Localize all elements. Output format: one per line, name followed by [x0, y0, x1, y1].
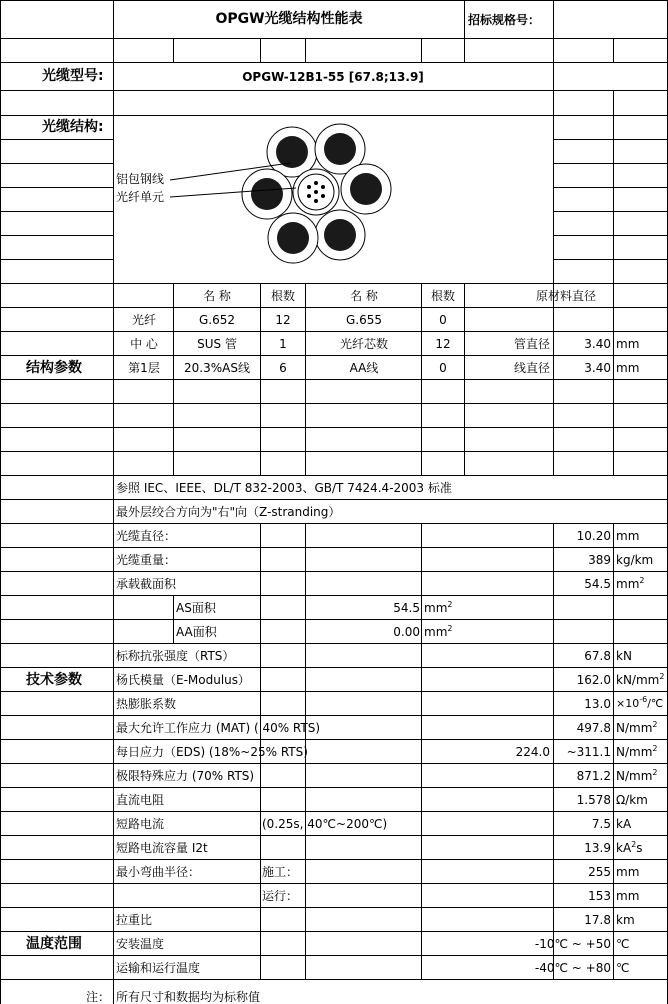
param-unit: kg/km — [616, 553, 654, 567]
table-cell: AA线 — [349, 361, 379, 375]
param-value: 153 — [588, 889, 611, 903]
table-cell: 0 — [439, 361, 447, 375]
cable-structure-label: 光缆结构: — [42, 119, 104, 135]
section-tech-params: 技术参数 — [26, 672, 82, 688]
param-value: 7.5 — [591, 817, 611, 831]
table-cell: 3.40 — [584, 337, 611, 351]
standard-note: 参照 IEC、IEEE、DL/T 832-2003、GB/T 7424.4-2003 标准 — [116, 481, 452, 495]
param-value: 1.578 — [576, 793, 611, 807]
param-value: 54.5 — [584, 577, 611, 591]
param-label: 拉重比 — [116, 913, 153, 927]
table-cell: 光纤芯数 — [339, 337, 389, 351]
param-unit: mm — [616, 865, 640, 879]
table-cell: 1 — [279, 337, 287, 351]
col-header-count-1: 根数 — [270, 289, 296, 303]
param-label: 杨氏模量（E-Modulus） — [116, 673, 251, 687]
param-unit: Ω/km — [616, 793, 648, 807]
param-value: 0.00 — [393, 625, 420, 639]
param-label: 最小弯曲半径： — [116, 865, 201, 879]
param-label: 光缆重量： — [116, 553, 177, 567]
label-fiber-unit: 光纤单元 — [116, 190, 165, 204]
param-value-low: 224.0 — [515, 745, 550, 759]
param-unit: $mm^2$ — [424, 624, 453, 639]
table-cell: 第1层 — [128, 361, 160, 375]
param-value: 389 — [588, 553, 611, 567]
param-condition: (0.25s, 40℃~200℃) — [262, 817, 388, 831]
col-header-raw-diameter: 原材料直径 — [535, 289, 597, 303]
col-header-name-2: 名 称 — [350, 289, 378, 303]
cable-model-label: 光缆型号: — [42, 68, 104, 84]
param-unit: ℃ — [616, 961, 630, 975]
param-label: 极限特殊应力 (70% RTS) — [116, 769, 255, 783]
table-cell: 6 — [279, 361, 287, 375]
param-label: 热膨胀系数 — [116, 697, 177, 711]
param-label: 标称抗张强度（RTS） — [116, 649, 235, 663]
tender-spec-label: 招标规格号： — [468, 13, 541, 27]
table-cell: 3.40 — [584, 361, 611, 375]
param-value: 255 — [588, 865, 611, 879]
param-unit: $N/mm^2$ — [616, 720, 658, 735]
param-unit: $\times 10^{-6}/℃$ — [616, 695, 664, 710]
table-cell: mm — [616, 361, 640, 375]
param-sublabel: 运行： — [262, 889, 299, 903]
param-label: 短路电流 — [116, 817, 165, 831]
col-header-name-1: 名 称 — [203, 289, 231, 303]
param-value: 54.5 — [393, 601, 420, 615]
table-cell: 20.3%AS线 — [184, 361, 250, 375]
param-unit: ℃ — [616, 937, 630, 951]
stranding-note: 最外层绞合方向为"右"向（Z-stranding） — [116, 505, 341, 519]
table-cell: 光纤 — [131, 313, 157, 327]
param-unit: kA — [616, 817, 632, 831]
param-value: 497.8 — [576, 721, 611, 735]
param-unit: mm — [616, 889, 640, 903]
table-cell: 线直径 — [513, 361, 550, 375]
param-label: 短路电流容量 I2t — [116, 841, 208, 855]
param-label: AS面积 — [176, 601, 216, 615]
param-unit: kN — [616, 649, 632, 663]
param-value: 13.0 — [584, 697, 611, 711]
param-unit: $N/mm^2$ — [616, 768, 658, 783]
table-cell: G.655 — [345, 313, 383, 327]
param-sublabel: 施工： — [262, 865, 299, 879]
param-value: 13.9 — [584, 841, 611, 855]
table-cell: 中 心 — [130, 337, 158, 351]
param-unit: km — [616, 913, 635, 927]
param-label: 最大允许工作应力 (MAT) ( 40% RTS) — [116, 721, 321, 735]
param-value-high: ~311.1 — [566, 745, 611, 759]
param-label: 安装温度 — [116, 937, 165, 951]
table-cell: 12 — [435, 337, 451, 351]
param-unit: $mm^2$ — [616, 576, 645, 591]
footer-note-text: 所有尺寸和数据均为标称值 — [116, 990, 261, 1004]
table-cell: 0 — [439, 313, 447, 327]
param-label: 直流电阻 — [116, 793, 165, 807]
section-temperature: 温度范围 — [26, 936, 82, 952]
param-label: AA面积 — [176, 625, 217, 639]
section-structure-params: 结构参数 — [26, 360, 82, 376]
param-value: 17.8 — [584, 913, 611, 927]
param-unit: $N/mm^2$ — [616, 744, 658, 759]
param-label: 运输和运行温度 — [116, 961, 201, 975]
param-value: 162.0 — [576, 673, 611, 687]
param-value: -40℃ ~ +80 — [534, 961, 611, 975]
cable-model-value: OPGW-12B1-55 [67.8;13.9] — [242, 70, 424, 84]
table-cell: SUS 管 — [197, 337, 237, 351]
param-unit: $mm^2$ — [424, 600, 453, 615]
param-unit: $kA^2s$ — [616, 840, 643, 855]
table-cell: mm — [616, 337, 640, 351]
footer-note-label: 注： — [86, 990, 111, 1004]
table-cell: G.652 — [198, 313, 236, 327]
table-cell: 管直径 — [513, 337, 550, 351]
param-value: -10℃ ~ +50 — [534, 937, 611, 951]
param-unit: $kN/mm^2$ — [616, 672, 665, 687]
param-label: 光缆直径： — [116, 529, 177, 543]
param-value: 871.2 — [576, 769, 611, 783]
page-title: OPGW光缆结构性能表 — [215, 11, 363, 27]
param-unit: mm — [616, 529, 640, 543]
param-value: 10.20 — [576, 529, 611, 543]
param-label: 承载截面积 — [116, 577, 177, 591]
col-header-count-2: 根数 — [430, 289, 456, 303]
param-label: 每日应力（EDS) (18%~25% RTS) — [116, 745, 308, 759]
param-value: 67.8 — [584, 649, 611, 663]
table-cell: 12 — [275, 313, 291, 327]
label-aluminum-clad-steel: 铝包钢线 — [116, 172, 165, 186]
